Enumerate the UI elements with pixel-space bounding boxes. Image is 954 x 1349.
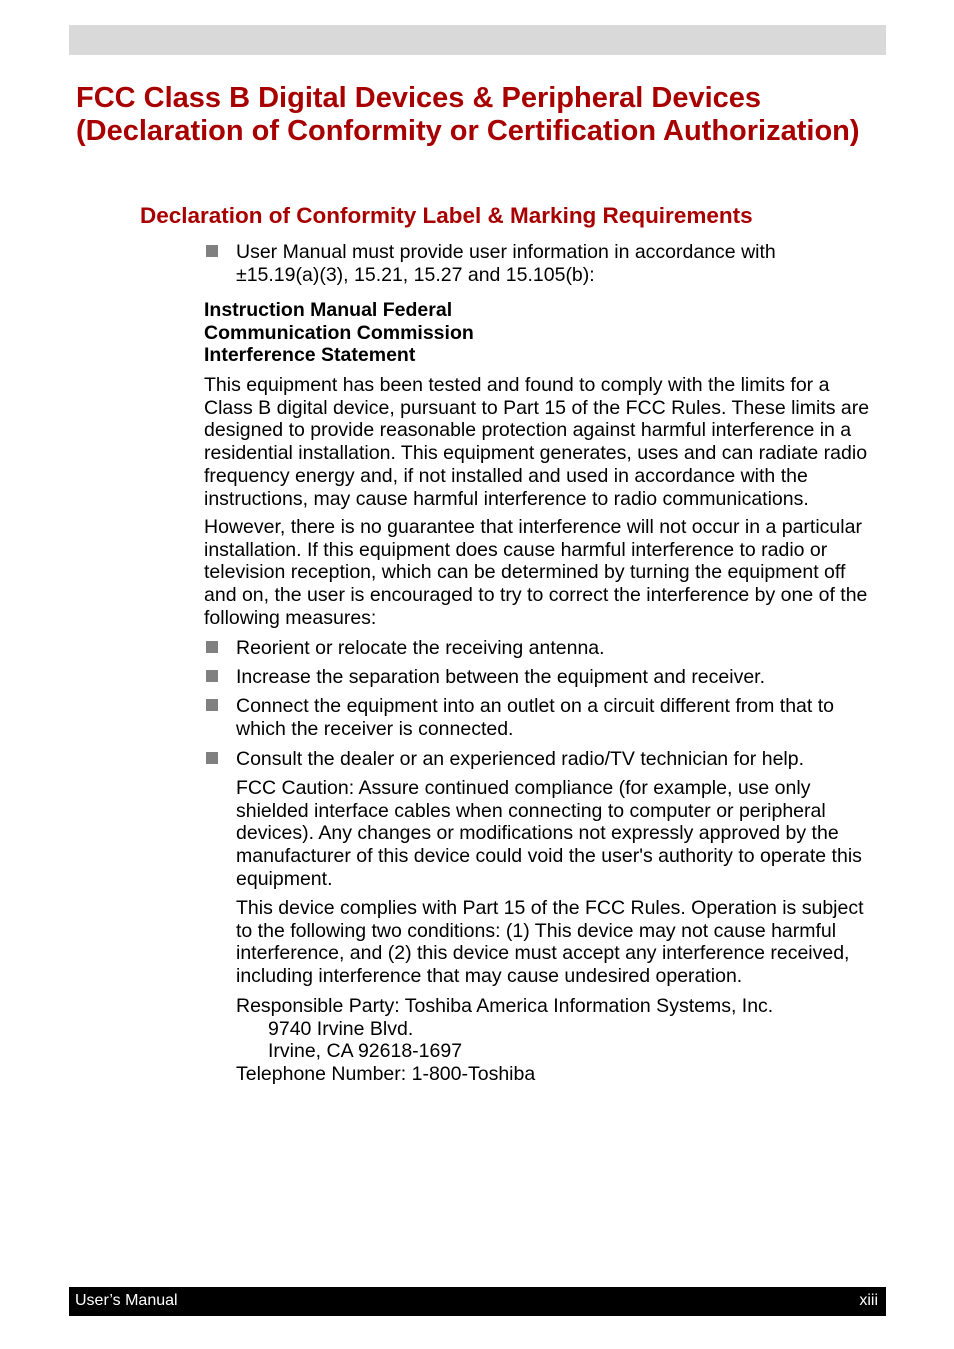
- footer-page-number: xiii: [859, 1292, 878, 1309]
- measure-item-4: Consult the dealer or an experienced radio/TV technician for help.: [236, 748, 805, 770]
- statement-heading-line-3: Interference Statement: [204, 344, 416, 367]
- bullet-icon: [206, 670, 218, 682]
- compliance-statement: This device complies with Part 15 of the FCC Rules. Operation is subject to the following two conditions: (1) This device may not cause harmful interference, and (2) this device must accept any interference received, including interference that may cause undesired operation.: [236, 897, 864, 988]
- bullet-icon: [206, 699, 218, 711]
- intro-bullet-text: User Manual must provide user information in accordance with ±15.19(a)(3), 15.21, 15.27 and 15.105(b):: [236, 241, 776, 286]
- bullet-icon: [206, 641, 218, 653]
- measure-item-2: Increase the separation between the equipment and receiver.: [236, 666, 766, 688]
- bullet-icon: [206, 752, 218, 764]
- statement-heading: [204, 299, 604, 367]
- header-bar: [69, 25, 886, 55]
- address-line-2: Irvine, CA 92618-1697: [268, 1040, 463, 1063]
- bullet-icon: [206, 245, 218, 257]
- fcc-caution: FCC Caution: Assure continued compliance (for example, use only shielded interface cables when connecting to computer or peripheral devices). Any changes or modifications not expressly approved by the manufacturer of this device could void the user's authority to operate this equipment.: [236, 777, 862, 890]
- measure-item-3: Connect the equipment into an outlet on a circuit different from that to which the receiver is connected.: [236, 695, 834, 740]
- footer-manual-label: User’s Manual: [75, 1292, 178, 1309]
- measure-item-1: Reorient or relocate the receiving antenna.: [236, 637, 605, 659]
- telephone-line: Telephone Number: 1-800-Toshiba: [236, 1063, 536, 1086]
- address-line-1: 9740 Irvine Blvd.: [268, 1017, 414, 1040]
- footer-bar: [69, 1287, 886, 1316]
- statement-heading-line-1: Instruction Manual Federal: [204, 299, 453, 321]
- paragraph-2: However, there is no guarantee that interference will not occur in a particular installation. If this equipment does cause harmful interference to radio or television reception, which can be determined by turning the equipment off and on, the user is encouraged to try to correct the interference by one of the following measures:: [204, 516, 868, 629]
- page-title: FCC Class B Digital Devices & Peripheral Devices (Declaration of Conformity or Certification Authorization): [76, 82, 860, 147]
- section-subtitle: Declaration of Conformity Label & Marking Requirements: [140, 203, 753, 228]
- responsible-party: [236, 995, 876, 1086]
- paragraph-1: This equipment has been tested and found to comply with the limits for a Class B digital device, pursuant to Part 15 of the FCC Rules. These limits are designed to provide reasonable protection against harmful interference in a residential installation. This equipment generates, uses and can radiate radio frequency energy and, if not installed and used in accordance with the instructions, may cause harmful interference to radio communications.: [204, 374, 870, 510]
- statement-heading-line-2: Communication Commission: [204, 321, 474, 344]
- responsible-party-line: Responsible Party: Toshiba America Information Systems, Inc.: [236, 995, 774, 1017]
